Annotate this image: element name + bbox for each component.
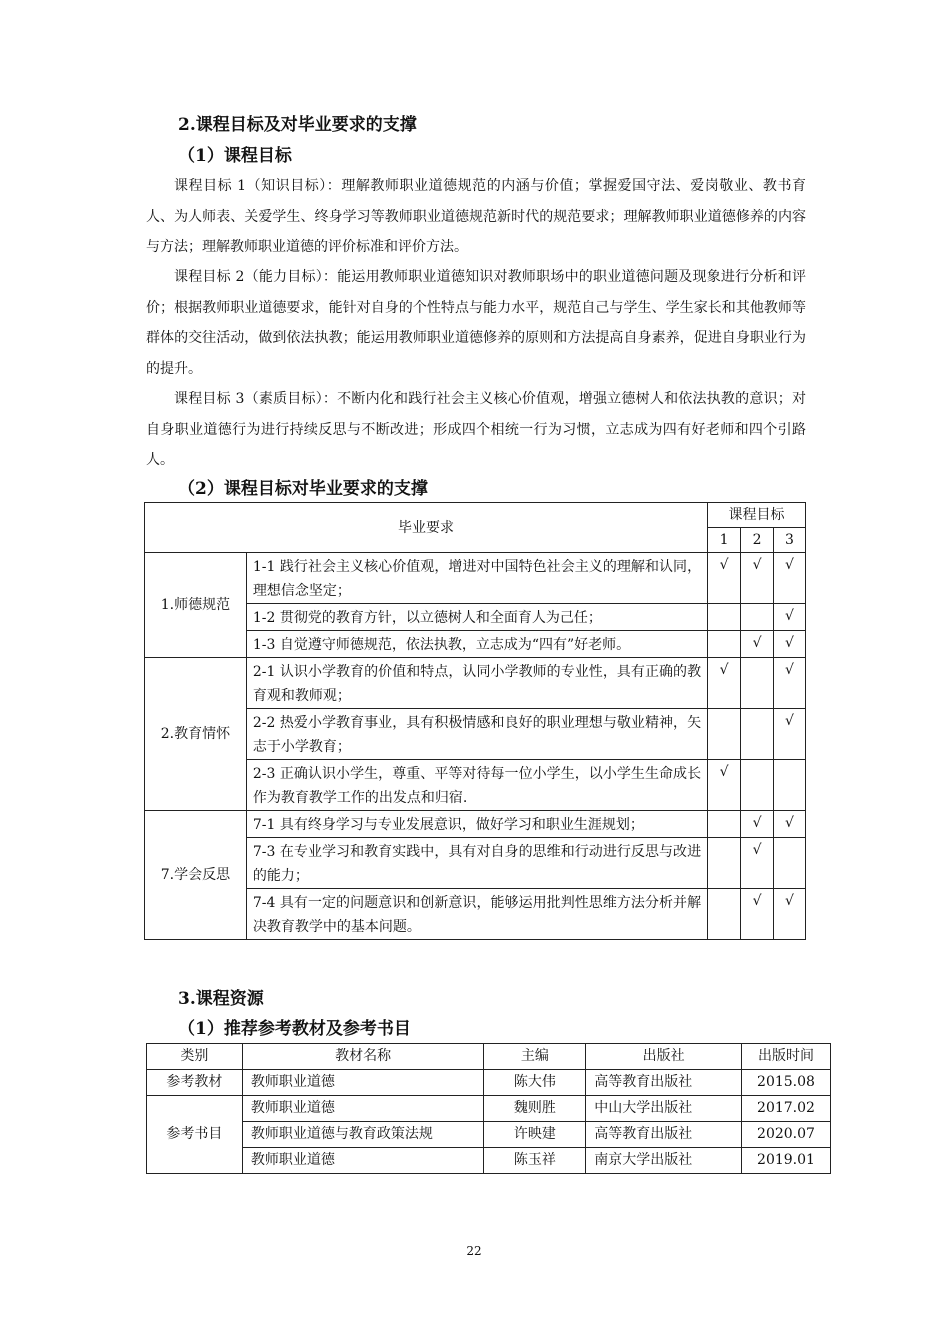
table-row [147, 1070, 831, 1096]
book-title: 教师职业道德 [242, 1148, 484, 1174]
book-editor: 魏则胜 [484, 1096, 586, 1122]
table-row [145, 811, 806, 838]
check-mark: √ [741, 811, 774, 838]
table-row [145, 658, 806, 709]
table-row [145, 553, 806, 604]
category-cell: 参考教材 [147, 1070, 243, 1096]
check-mark [708, 811, 741, 838]
check-mark: √ [774, 631, 806, 658]
resources-subheading: （1）推荐参考教材及参考书目 [178, 1019, 411, 1039]
check-mark: √ [741, 553, 774, 604]
group-name: 1.师德规范 [145, 553, 247, 658]
book-date: 2017.02 [742, 1096, 831, 1122]
book-title: 教师职业道德与教育政策法规 [242, 1122, 484, 1148]
course-goals-subheading: （1）课程目标 [178, 146, 292, 166]
resource-table [146, 1043, 831, 1174]
section2-heading: 2.课程目标及对毕业要求的支撑 [178, 115, 417, 135]
check-mark: √ [774, 811, 806, 838]
check-mark: √ [708, 760, 741, 811]
goal-2-paragraph: 课程目标 2（能力目标）：能运用教师职业道德知识对教师职场中的职业道德问题及现象进行分析和评价；根据教师职业道德要求，能针对自身的个性特点与能力水平，规范自己与学生、学生家长和其他教师等群体的交往活动，做到依法执教；能运用教师职业道德修养的原则和方法提高自身素养，促进自身职业行为的提升。 [146, 269, 806, 377]
column-header: 教材名称 [242, 1044, 484, 1070]
book-publisher: 中山大学出版社 [586, 1096, 742, 1122]
check-mark [708, 889, 741, 940]
requirement-text: 7-1 具有终身学习与专业发展意识，做好学习和职业生涯规划； [246, 811, 707, 838]
book-publisher: 高等教育出版社 [586, 1070, 742, 1096]
table-row [147, 1122, 831, 1148]
check-mark: √ [741, 631, 774, 658]
requirement-text: 1-1 践行社会主义核心价值观，增进对中国特色社会主义的理解和认同，理想信念坚定； [246, 553, 707, 604]
check-mark: √ [774, 604, 806, 631]
check-mark [741, 658, 774, 709]
check-mark [774, 760, 806, 811]
check-mark: √ [741, 889, 774, 940]
requirement-text: 7-3 在专业学习和教育实践中，具有对自身的思维和行动进行反思与改进的能力； [246, 838, 707, 889]
goal-number: 2 [741, 528, 774, 553]
category-cell: 参考书目 [147, 1096, 243, 1174]
column-header: 出版时间 [742, 1044, 831, 1070]
book-publisher: 高等教育出版社 [586, 1122, 742, 1148]
support-table [144, 502, 806, 940]
check-mark: √ [741, 838, 774, 889]
support-subheading: （2）课程目标对毕业要求的支撑 [178, 479, 428, 499]
goal-3-paragraph: 课程目标 3（素质目标）：不断内化和践行社会主义核心价值观，增强立德树人和依法执教的意识；对自身职业道德行为进行持续反思与不断改进；形成四个相统一行为习惯，立志成为四有好老师和四个引路人。 [146, 391, 806, 468]
check-mark: √ [774, 658, 806, 709]
check-mark [774, 838, 806, 889]
section3-heading: 3.课程资源 [178, 989, 264, 1009]
check-mark [741, 604, 774, 631]
check-mark [741, 760, 774, 811]
book-title: 教师职业道德 [242, 1070, 484, 1096]
requirement-text: 2-1 认识小学教育的价值和特点，认同小学教师的专业性，具有正确的教育观和教师观； [246, 658, 707, 709]
check-mark: √ [774, 889, 806, 940]
check-mark: √ [708, 553, 741, 604]
header-requirement: 毕业要求 [145, 503, 708, 553]
book-editor: 陈玉祥 [484, 1148, 586, 1174]
group-name: 2.教育情怀 [145, 658, 247, 811]
requirement-text: 7-4 具有一定的问题意识和创新意识，能够运用批判性思维方法分析并解决教育教学中的基本问题。 [246, 889, 707, 940]
book-date: 2015.08 [742, 1070, 831, 1096]
requirement-text: 2-2 热爱小学教育事业，具有积极情感和良好的职业理想与敬业精神，矢志于小学教育； [246, 709, 707, 760]
table-header-row [147, 1044, 831, 1070]
header-course-goals: 课程目标 [708, 503, 806, 528]
check-mark [708, 838, 741, 889]
group-name: 7.学会反思 [145, 811, 247, 940]
goal-1-paragraph: 课程目标 1（知识目标）：理解教师职业道德规范的内涵与价值；掌握爱国守法、爱岗敬业、教书育人、为人师表、关爱学生、终身学习等教师职业道德规范新时代的规范要求；理解教师职业道德修养的内容与方法；理解教师职业道德的评价标准和评价方法。 [146, 178, 806, 255]
table-row [147, 1148, 831, 1174]
requirement-text: 1-2 贯彻党的教育方针，以立德树人和全面育人为己任； [246, 604, 707, 631]
check-mark: √ [774, 709, 806, 760]
goal-number: 3 [774, 528, 806, 553]
book-date: 2020.07 [742, 1122, 831, 1148]
page-number: 22 [466, 1244, 482, 1258]
requirement-text: 1-3 自觉遵守师德规范，依法执教，立志成为“四有”好老师。 [246, 631, 707, 658]
book-publisher: 南京大学出版社 [586, 1148, 742, 1174]
requirement-text: 2-3 正确认识小学生，尊重、平等对待每一位小学生，以小学生生命成长作为教育教学工作的出发点和归宿. [246, 760, 707, 811]
check-mark [708, 631, 741, 658]
book-date: 2019.01 [742, 1148, 831, 1174]
book-editor: 陈大伟 [484, 1070, 586, 1096]
goal-number: 1 [708, 528, 741, 553]
column-header: 出版社 [586, 1044, 742, 1070]
table-row [147, 1096, 831, 1122]
book-editor: 许映建 [484, 1122, 586, 1148]
book-title: 教师职业道德 [242, 1096, 484, 1122]
check-mark [708, 604, 741, 631]
column-header: 类别 [147, 1044, 243, 1070]
check-mark [708, 709, 741, 760]
check-mark: √ [774, 553, 806, 604]
check-mark: √ [708, 658, 741, 709]
check-mark [741, 709, 774, 760]
column-header: 主编 [484, 1044, 586, 1070]
